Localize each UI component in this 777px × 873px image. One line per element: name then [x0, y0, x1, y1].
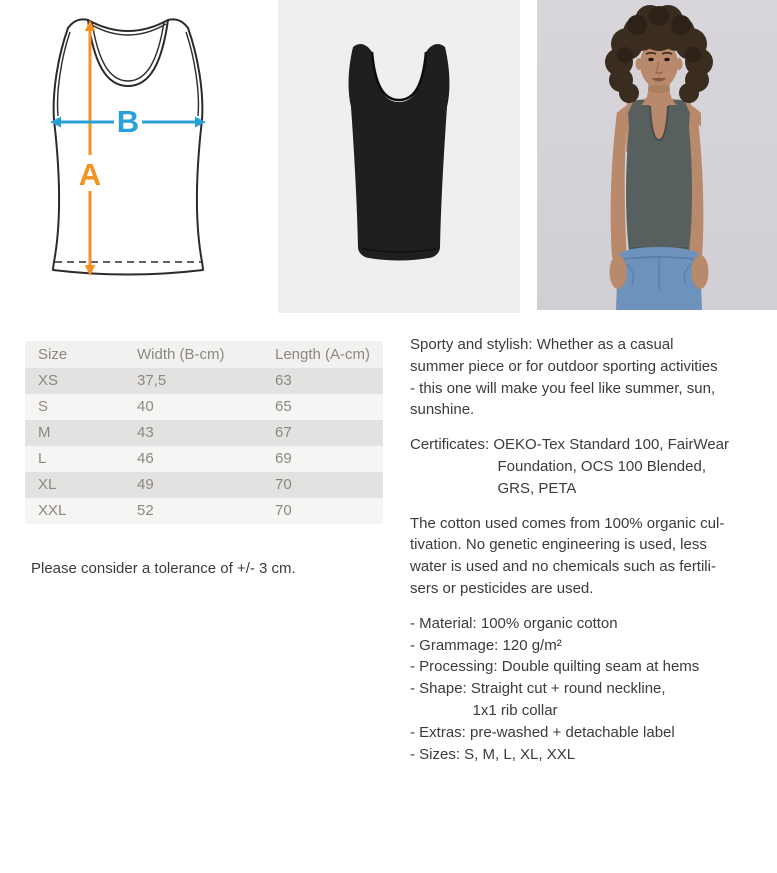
measurement-diagram — [30, 8, 255, 303]
table-row: XXL 52 70 — [25, 498, 383, 524]
description-line: tivation. No genetic engineering is used, less — [410, 536, 707, 554]
description-block — [410, 613, 777, 766]
column-header: Width (B-cm) — [124, 341, 262, 368]
table-row: XL 49 70 — [25, 472, 383, 498]
width-arrow-B — [50, 104, 206, 139]
description-line: Sporty and stylish: Whether as a casual — [410, 336, 674, 353]
description-line: - Shape: Straight cut + round neckline, — [410, 680, 666, 698]
model-figure — [605, 5, 713, 310]
description-line: sunshine. — [410, 401, 475, 419]
tolerance-note: Please consider a tolerance of +/- 3 cm. — [31, 560, 296, 577]
description-line: sers or pesticides are used. — [410, 579, 594, 597]
table-row: S 40 65 — [25, 394, 383, 420]
table-row: XS 37,5 63 — [25, 368, 383, 394]
description-line: - Material: 100% organic cotton — [410, 614, 618, 632]
product-description — [410, 334, 777, 778]
length-label: A — [78, 157, 102, 192]
description-line: The cotton used comes from 100% organic cul- — [410, 514, 725, 532]
description-line: summer piece or for outdoor sporting activities — [410, 357, 718, 375]
description-line: water is used and no chemicals such as fertili- — [410, 558, 716, 576]
description-block — [410, 334, 777, 421]
description-line: - Extras: pre-washed + detachable label — [410, 723, 675, 741]
width-label: B — [116, 104, 140, 139]
size-table-body — [25, 368, 383, 524]
description-line: - Grammage: 120 g/m² — [410, 636, 562, 654]
column-header: Size — [25, 341, 124, 368]
tank-top-outline-drawing — [53, 19, 203, 274]
size-table-header-row — [25, 341, 383, 368]
product-photo-black-tank-top — [278, 0, 520, 313]
size-table — [25, 341, 383, 524]
description-line: - Sizes: S, M, L, XL, XXL — [410, 745, 576, 763]
model-photo-wearing-tank-top — [537, 0, 777, 313]
description-block — [410, 513, 777, 600]
description-line: - this one will make you feel like summer, sun, — [410, 379, 716, 397]
description-line: GRS, PETA — [410, 479, 577, 497]
description-line: Foundation, OCS 100 Blended, — [410, 457, 706, 475]
table-row: M 43 67 — [25, 420, 383, 446]
table-row: L 46 69 — [25, 446, 383, 472]
description-line: Certificates: OEKO-Tex Standard 100, FairWear — [410, 436, 730, 454]
description-line: 1x1 rib collar — [410, 701, 558, 719]
column-header: Length (A-cm) — [262, 341, 383, 368]
black-tank-top-image — [349, 44, 450, 260]
description-line: - Processing: Double quilting seam at hems — [410, 658, 700, 676]
description-block — [410, 434, 777, 499]
